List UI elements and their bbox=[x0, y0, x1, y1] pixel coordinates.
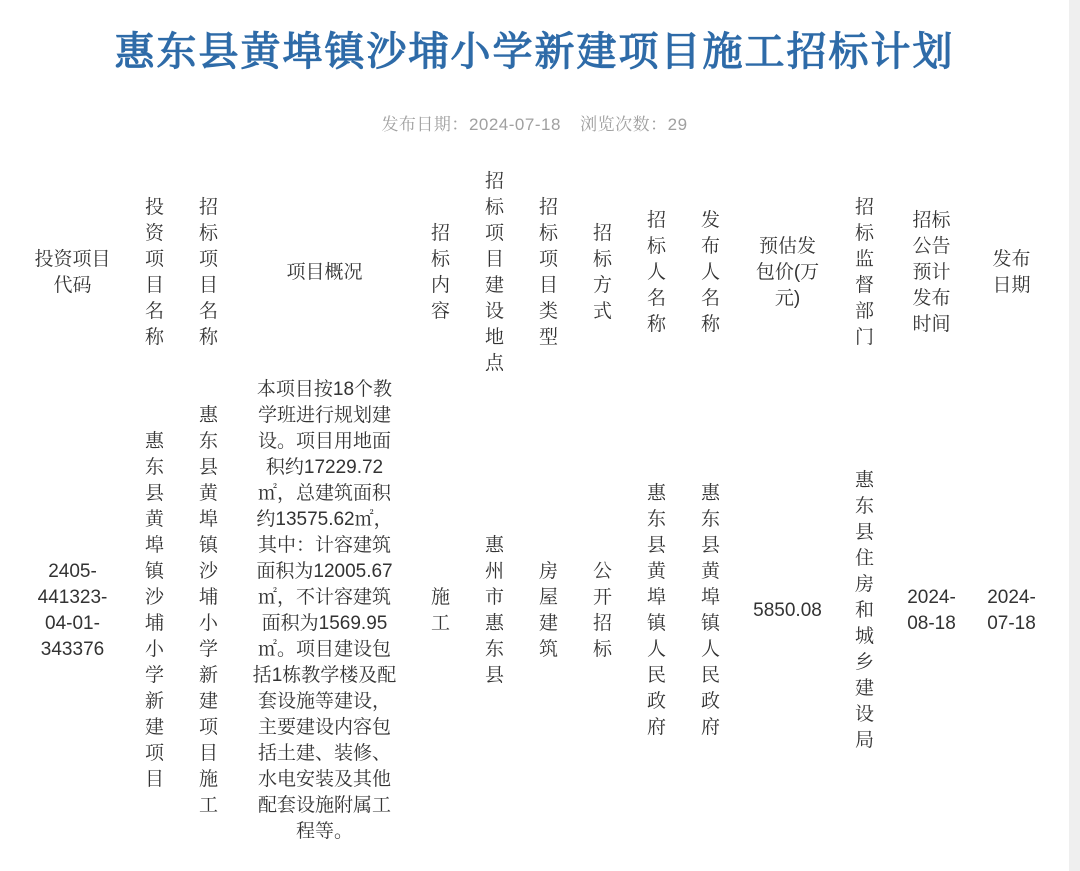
header-estimated-contract-price: 预估发包价(万元) bbox=[755, 236, 820, 309]
header-project-overview: 项目概况 bbox=[286, 262, 363, 283]
views-value: 29 bbox=[667, 115, 688, 134]
cell-tender-supervision-department: 惠东县住房和城乡建设局 bbox=[854, 470, 874, 751]
header-publish-date: 发布日期 bbox=[992, 249, 1031, 296]
cell-tenderee-name: 惠东县黄埠镇人民政府 bbox=[646, 483, 666, 738]
meta-line bbox=[0, 110, 1069, 135]
header-tenderee-name: 招标人名称 bbox=[646, 210, 666, 335]
cell-expected-announcement-date: 2024-08-18 bbox=[907, 587, 956, 634]
table-row bbox=[18, 377, 1052, 845]
cell-publisher-name: 惠东县黄埠镇人民政府 bbox=[700, 483, 720, 738]
header-expected-announcement-date: 招标公告预计发布时间 bbox=[912, 210, 951, 335]
cell-project-overview: 本项目按18个教学班进行规划建设。项目用地面积约17229.72㎡，总建筑面积约13575.62㎡，其中：计容建筑面积为12005.67㎡，不计容建筑面积为1569.95㎡。项目建设包括1栋教学楼及配套设施等建设，主要建设内容包括土建、装修、水电安装及其他配套设施附属工程等。 bbox=[252, 379, 397, 842]
header-tender-supervision-department: 招标监督部门 bbox=[854, 197, 874, 348]
cell-investment-project-code: 2405-441323-04-01-343376 bbox=[37, 561, 108, 660]
header-investment-project-code: 投资项目代码 bbox=[34, 249, 111, 296]
header-tender-method: 招标方式 bbox=[592, 223, 612, 322]
cell-tender-project-name: 惠东县黄埠镇沙埔小学新建项目施工 bbox=[198, 405, 218, 816]
publish-date-value: 2024-07-18 bbox=[468, 115, 561, 134]
header-investment-project-name: 投资项目名称 bbox=[144, 197, 164, 348]
cell-estimated-contract-price: 5850.08 bbox=[753, 600, 822, 621]
header-tender-project-type: 招标项目类型 bbox=[538, 197, 558, 348]
cell-tender-project-location: 惠州市惠东县 bbox=[484, 535, 504, 686]
header-tender-project-name: 招标项目名称 bbox=[198, 197, 218, 348]
header-row bbox=[18, 169, 1052, 377]
cell-investment-project-name: 惠东县黄埠镇沙埔小学新建项目 bbox=[144, 431, 164, 790]
header-publisher-name: 发布人名称 bbox=[700, 210, 720, 335]
cell-tender-content: 施工 bbox=[430, 587, 450, 634]
cell-tender-method: 公开招标 bbox=[592, 561, 612, 660]
header-tender-content: 招标内容 bbox=[430, 223, 450, 322]
publish-date-label: 发布日期： bbox=[381, 115, 469, 134]
page-title: 惠东县黄埠镇沙埔小学新建项目施工招标计划 bbox=[114, 30, 955, 74]
cell-publish-date: 2024-07-18 bbox=[987, 587, 1036, 634]
views-label: 浏览次数： bbox=[580, 115, 668, 134]
cell-tender-project-type: 房屋建筑 bbox=[538, 561, 558, 660]
tender-plan-table bbox=[18, 169, 1052, 845]
header-tender-project-location: 招标项目建设地点 bbox=[484, 171, 504, 374]
views-group bbox=[580, 115, 687, 134]
